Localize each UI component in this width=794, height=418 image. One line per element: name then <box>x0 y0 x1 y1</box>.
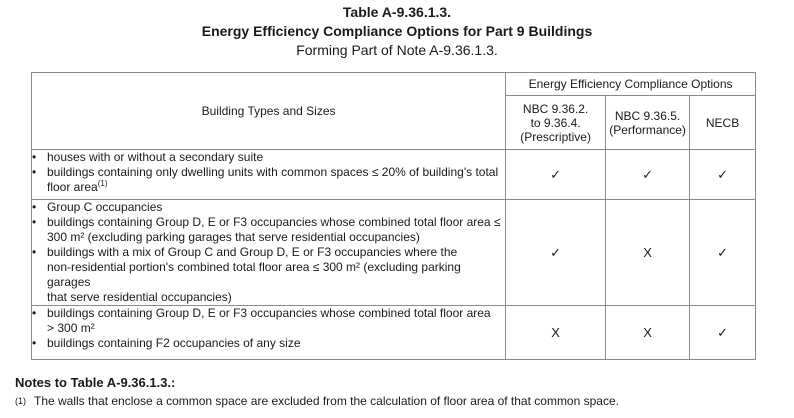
table-row <box>32 200 756 306</box>
list-item: • houses with or without a secondary suite <box>32 150 264 164</box>
table-subtitle: Forming Part of Note A-9.36.1.3. <box>296 42 498 58</box>
notes-section <box>15 374 785 409</box>
mark-prescriptive: X <box>506 306 606 360</box>
list-item: • buildings containing F2 occupancies of any size <box>32 336 301 350</box>
mark-performance: ✓ <box>606 150 690 200</box>
header-option-performance: NBC 9.36.5. (Performance) <box>606 96 690 150</box>
list-item: • Group C occupancies <box>32 200 163 214</box>
footnote-ref: (1) <box>97 179 108 188</box>
header-compliance-options: Energy Efficiency Compliance Options <box>506 73 756 96</box>
table-title: Energy Efficiency Compliance Options for Part 9 Buildings <box>201 23 593 39</box>
header-option-necb: NECB <box>690 96 756 150</box>
building-types-cell <box>32 150 506 200</box>
table-title-block <box>0 3 794 60</box>
note-ref: (1) <box>15 396 26 406</box>
note-item <box>15 393 785 409</box>
table-number: Table A-9.36.1.3. <box>342 4 452 20</box>
mark-prescriptive: ✓ <box>506 200 606 306</box>
notes-title: Notes to Table A-9.36.1.3.: <box>15 375 176 390</box>
list-item: • buildings containing only dwelling units with common spaces ≤ 20% of building's total floor area$^{(1)}$ <box>32 165 499 194</box>
compliance-table <box>31 72 756 360</box>
building-types-cell <box>32 306 506 360</box>
mark-necb: ✓ <box>690 200 756 306</box>
header-building-types: Building Types and Sizes <box>32 73 506 150</box>
building-types-cell <box>32 200 506 306</box>
table-row <box>32 306 756 360</box>
mark-necb: ✓ <box>690 150 756 200</box>
note-text: The walls that enclose a common space are excluded from the calculation of floor area of that common space. <box>34 394 619 408</box>
mark-prescriptive: ✓ <box>506 150 606 200</box>
mark-necb: ✓ <box>690 306 756 360</box>
list-item: • buildings with a mix of Group C and Group D, E or F3 occupancies where the non-residential portion's combined total floor area ≤ 300 m² (excluding parking garages that serve residential occupancies) <box>32 245 461 304</box>
header-option-prescriptive: NBC 9.36.2. to 9.36.4. (Prescriptive) <box>506 96 606 150</box>
table-row <box>32 150 756 200</box>
list-item: • buildings containing Group D, E or F3 occupancies whose combined total floor area ≤ 300 m² (excluding parking garages that serve residential occupancies) <box>32 215 501 244</box>
list-item: • buildings containing Group D, E or F3 occupancies whose combined total floor area > 300 m² <box>32 306 491 335</box>
mark-performance: X <box>606 200 690 306</box>
mark-performance: X <box>606 306 690 360</box>
